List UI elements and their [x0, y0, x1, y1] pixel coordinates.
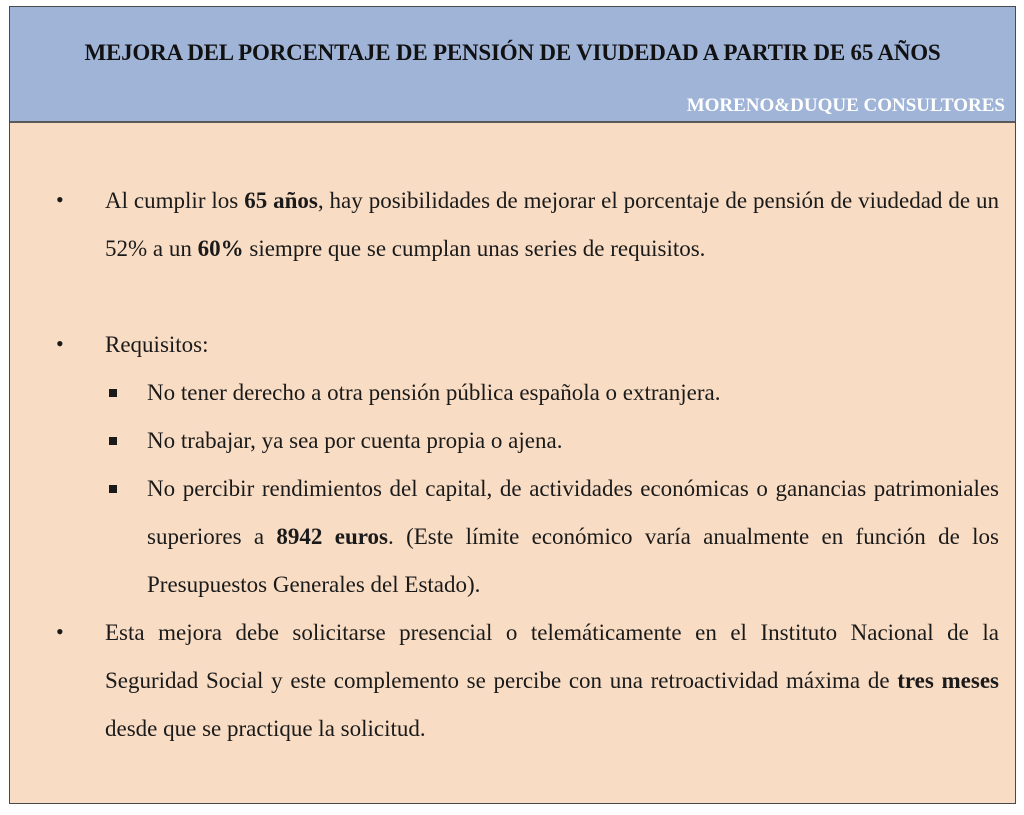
- highlight-age: 65 años: [244, 188, 318, 213]
- bullet-text-age: Al cumplir los 65 años, hay posibilidades de mejorar el porcentaje de pensión de viudedad de un 52% a un 60% siempre que se cumplan unas series de requisitos.: [105, 188, 999, 261]
- page-title: MEJORA DEL PORCENTAJE DE PENSIÓN DE VIUDEDAD A PARTIR DE 65 AÑOS: [84, 40, 941, 65]
- requirement-pension: No tener derecho a otra pensión pública española o extranjera.: [147, 380, 721, 405]
- requirement-work: No trabajar, ya sea por cuenta propia o ajena.: [147, 428, 563, 453]
- brand-name: MORENO&DUQUE CONSULTORES: [686, 95, 1005, 116]
- square-bullet-icon: [109, 389, 117, 397]
- highlight-income-limit: 8942 euros: [276, 524, 388, 549]
- bullet-icon: •: [56, 331, 64, 356]
- bullet-icon: •: [56, 187, 64, 212]
- square-bullet-icon: [109, 485, 117, 493]
- bullet-icon: •: [56, 619, 64, 644]
- requirements-label: Requisitos:: [105, 332, 209, 357]
- square-bullet-icon: [109, 437, 117, 445]
- highlight-retroactivity: tres meses: [897, 668, 999, 693]
- bullet-text-application: Esta mejora debe solicitarse presencial o telemáticamente en el Instituto Nacional de la Seguridad Social y este complemento se percibe con una retroactividad máxima de tres meses desde que se practique la solicitud.: [105, 620, 999, 741]
- highlight-percentage: 60%: [197, 236, 244, 261]
- requirement-income: No percibir rendimientos del capital, de actividades económicas o ganancias patrimoniales superiores a 8942 euros. (Este límite económico varía anualmente en función de los Presupuestos Generales del Estado).: [147, 476, 999, 597]
- header-banner: [10, 7, 1015, 123]
- document-frame: [9, 6, 1016, 804]
